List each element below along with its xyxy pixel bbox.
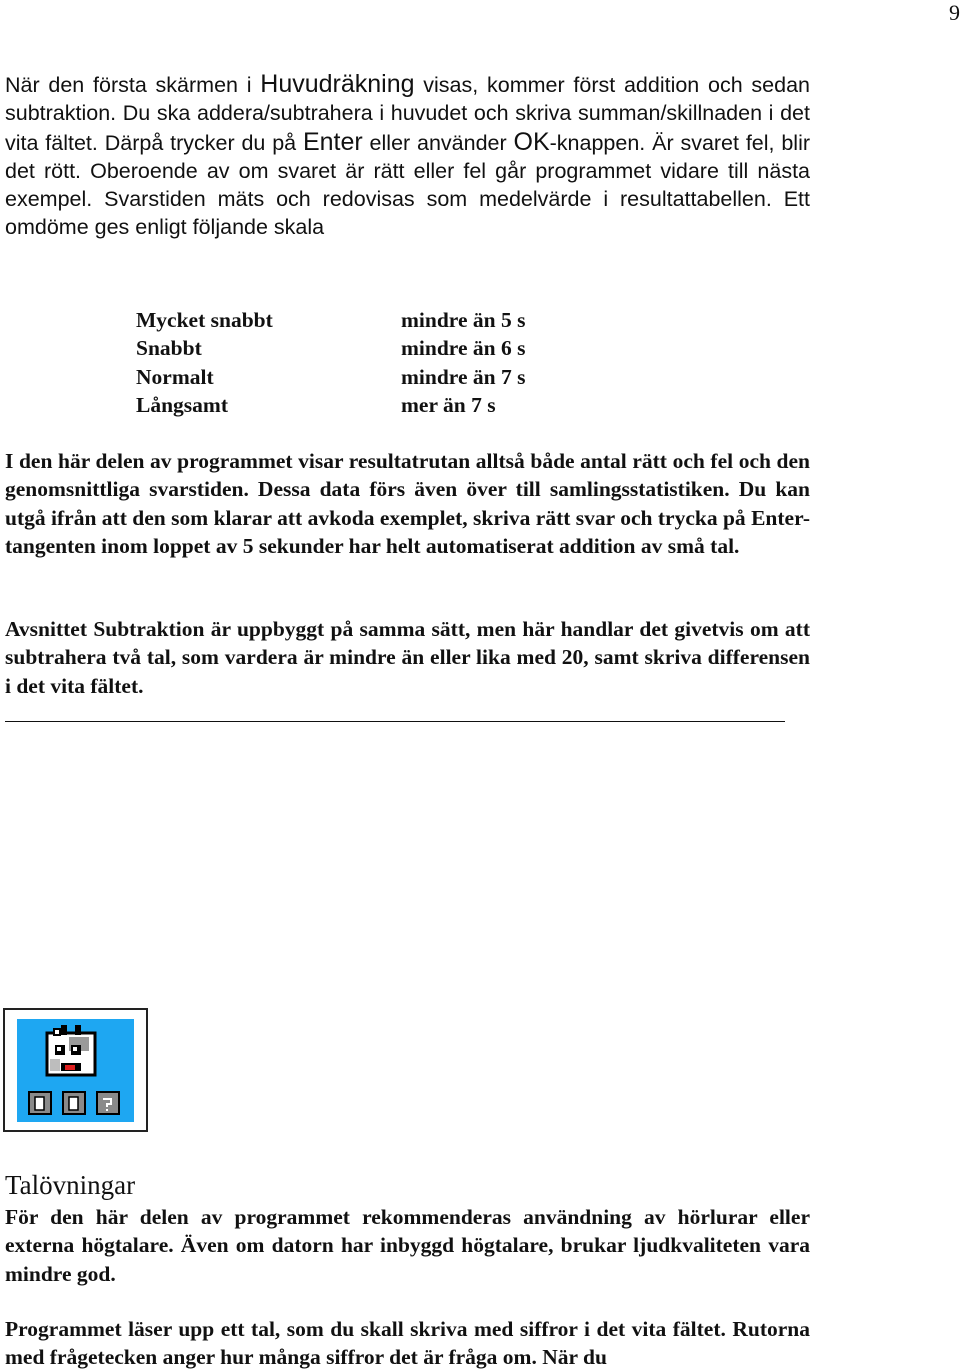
program-name-huvudrakning: Huvudräkning	[260, 70, 415, 98]
intro-paragraph	[5, 70, 810, 242]
subtraction-paragraph: Avsnittet Subtraktion är uppbyggt på samma sätt, men här handlar det givetvis om att subtrahera två tal, som vardera är mindre än eller lika med 20, samt skriva differensen i det vita fältet.	[5, 617, 810, 698]
rating-scale	[136, 306, 525, 419]
reading-paragraph: Programmet läser upp ett tal, som du skall skriva med siffror i det vita fältet. Rutorna med frågetecken anger hur många siffror det är fråga om. När du	[5, 1317, 810, 1370]
section-heading-talovningar: Talövningar	[5, 1170, 136, 1200]
page-number: 9	[949, 0, 960, 25]
talovningar-icon	[3, 1008, 148, 1132]
icon-background	[17, 1019, 134, 1122]
talovningar-paragraph: För den här delen av programmet rekommenderas användning av hörlurar eller externa högtalare. Även om datorn har inbyggd högtalare, brukar ljudkvaliteten vara mindre god.	[5, 1205, 810, 1286]
section-divider	[5, 721, 785, 722]
scale-value: mindre än 7 s	[401, 364, 526, 389]
intro-text-2: visas, kommer först addition och sedan subtraktion. Du ska addera/subtrahera i huvudet och skriva summan/skillnaden i det vita fältet. Därpå trycker du på	[5, 73, 811, 155]
intro-text-3: eller använder	[362, 130, 514, 155]
speaker-character-icon	[17, 1019, 134, 1122]
scale-value: mer än 7 s	[401, 392, 496, 417]
intro-text-1: När den första skärmen i	[5, 73, 261, 97]
scale-label: Långsamt	[136, 392, 228, 417]
intro-text-4: -knappen. Är svaret fel, blir det rött. Oberoende av om svaret är rätt eller fel går programmet vidare till nästa exempel. Svarstiden mäts och redovisas som medelvärde i resultattabellen. Ett omdöme ges enligt följande skala	[5, 130, 811, 240]
scale-value: mindre än 5 s	[401, 308, 526, 332]
scale-label: Normalt	[136, 364, 214, 389]
enter-key-label: Enter	[302, 127, 363, 156]
scale-row	[136, 334, 525, 362]
scale-label: Mycket snabbt	[136, 308, 273, 332]
scale-label: Snabbt	[136, 336, 202, 361]
results-paragraph: I den här delen av programmet visar resultatrutan alltså både antal rätt och fel och den genomsnittliga svarstiden. Dessa data förs även över till samlingsstatistiken. Du kan utgå ifrån att den som klarar att avkoda exemplet, skriva rätt svar och trycka på Enter-tangenten inom loppet av 5 sekunder har helt automatiserat addition av små tal.	[5, 449, 810, 558]
scale-row	[136, 306, 525, 334]
scale-row	[136, 391, 525, 419]
scale-value: mindre än 6 s	[401, 336, 526, 361]
scale-row	[136, 363, 525, 391]
ok-button-label: OK	[513, 127, 550, 156]
